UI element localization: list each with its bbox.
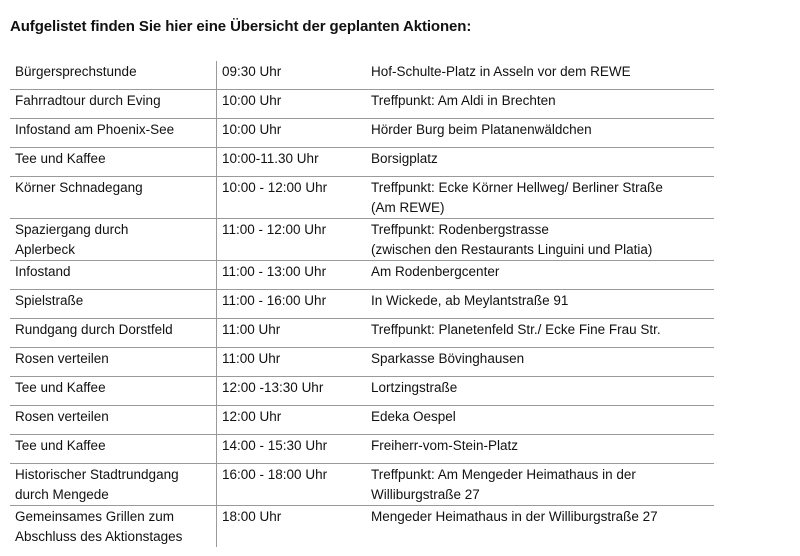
event-name-line: Tee und Kaffee — [15, 438, 106, 453]
schedule-heading: Aufgelistet finden Sie hier eine Übersicht der geplanten Aktionen: — [10, 18, 472, 35]
event-location-line: Mengeder Heimathaus in der Williburgstraße 27 — [371, 509, 658, 524]
event-time: 10:00 Uhr — [222, 122, 282, 137]
event-location-line: (Am REWE) — [371, 199, 445, 215]
event-name-line: Rundgang durch Dorstfeld — [15, 322, 173, 337]
event-name-line: Aplerbeck — [15, 241, 76, 257]
time-cell — [217, 119, 360, 148]
event-name-line: Abschluss des Aktionstages — [15, 528, 183, 544]
event-name-line: Rosen verteilen — [15, 409, 109, 424]
event-cell — [10, 90, 217, 119]
event-time: 10:00 Uhr — [222, 93, 282, 108]
event-location-line: Hof-Schulte-Platz in Asseln vor dem REWE — [371, 64, 631, 79]
schedule-table — [10, 61, 714, 547]
time-cell — [217, 290, 360, 319]
location-cell — [359, 177, 714, 219]
event-time: 18:00 Uhr — [222, 509, 282, 524]
event-cell — [10, 290, 217, 319]
table-row — [10, 177, 714, 219]
location-cell — [359, 61, 714, 90]
event-name-line: Tee und Kaffee — [15, 151, 106, 166]
event-time: 11:00 - 13:00 Uhr — [222, 264, 327, 279]
time-cell — [217, 90, 360, 119]
event-name-line: Bürgersprechstunde — [15, 64, 137, 79]
location-cell — [359, 348, 714, 377]
event-time: 14:00 - 15:30 Uhr — [222, 438, 328, 453]
event-name-line: Spaziergang durch — [15, 222, 129, 237]
event-name-line: Infostand am Phoenix-See — [15, 122, 175, 137]
time-cell — [217, 406, 360, 435]
table-row — [10, 377, 714, 406]
event-time: 10:00-11.30 Uhr — [222, 151, 319, 166]
event-cell — [10, 219, 217, 261]
event-time: 11:00 - 12:00 Uhr — [222, 222, 327, 237]
event-time: 09:30 Uhr — [222, 64, 282, 79]
event-cell — [10, 377, 217, 406]
table-row — [10, 290, 714, 319]
event-location-line: In Wickede, ab Meylantstraße 91 — [371, 293, 569, 308]
table-row — [10, 261, 714, 290]
table-row — [10, 506, 714, 548]
time-cell — [217, 61, 360, 90]
event-location-line: Treffpunkt: Ecke Körner Hellweg/ Berliner Straße — [371, 180, 663, 195]
time-cell — [217, 435, 360, 464]
event-cell — [10, 119, 217, 148]
table-row — [10, 90, 714, 119]
event-location-line: Edeka Oespel — [371, 409, 456, 424]
event-location-line: Williburgstraße 27 — [371, 486, 480, 502]
event-time: 11:00 Uhr — [222, 351, 281, 366]
event-location-line: Am Rodenbergcenter — [371, 264, 500, 279]
event-cell — [10, 148, 217, 177]
event-location-line: (zwischen den Restaurants Linguini und Platia) — [371, 241, 653, 257]
event-name-line: Fahrradtour durch Eving — [15, 93, 161, 108]
location-cell — [359, 148, 714, 177]
table-row — [10, 406, 714, 435]
time-cell — [217, 219, 360, 261]
table-row — [10, 119, 714, 148]
event-name-line: Spielstraße — [15, 293, 84, 308]
event-location-line: Freiherr-vom-Stein-Platz — [371, 438, 519, 453]
table-row — [10, 148, 714, 177]
event-cell — [10, 261, 217, 290]
event-cell — [10, 61, 217, 90]
table-row — [10, 348, 714, 377]
table-row — [10, 435, 714, 464]
location-cell — [359, 290, 714, 319]
event-time: 12:00 Uhr — [222, 409, 282, 424]
time-cell — [217, 464, 360, 506]
event-time: 12:00 -13:30 Uhr — [222, 380, 324, 395]
location-cell — [359, 506, 714, 548]
event-cell — [10, 464, 217, 506]
location-cell — [359, 435, 714, 464]
time-cell — [217, 319, 360, 348]
location-cell — [359, 406, 714, 435]
location-cell — [359, 219, 714, 261]
event-location-line: Treffpunkt: Planetenfeld Str./ Ecke Fine Frau Str. — [371, 322, 661, 337]
table-row — [10, 61, 714, 90]
event-cell — [10, 406, 217, 435]
time-cell — [217, 148, 360, 177]
event-name-line: Gemeinsames Grillen zum — [15, 509, 175, 524]
table-row — [10, 464, 714, 506]
table-row — [10, 219, 714, 261]
location-cell — [359, 119, 714, 148]
event-name-line: durch Mengede — [15, 486, 109, 502]
event-location-line: Borsigplatz — [371, 151, 438, 166]
event-cell — [10, 506, 217, 548]
event-cell — [10, 435, 217, 464]
location-cell — [359, 261, 714, 290]
event-name-line: Tee und Kaffee — [15, 380, 106, 395]
event-location-line: Hörder Burg beim Platanenwäldchen — [371, 122, 592, 137]
event-name-line: Historischer Stadtrundgang — [15, 467, 179, 482]
event-name-line: Körner Schnadegang — [15, 180, 143, 195]
time-cell — [217, 177, 360, 219]
event-name-line: Infostand — [15, 264, 71, 279]
event-time: 16:00 - 18:00 Uhr — [222, 467, 328, 482]
schedule-table-body — [10, 61, 714, 547]
event-time: 11:00 - 16:00 Uhr — [222, 293, 327, 308]
time-cell — [217, 377, 360, 406]
table-row — [10, 319, 714, 348]
time-cell — [217, 506, 360, 548]
event-cell — [10, 319, 217, 348]
location-cell — [359, 464, 714, 506]
event-name-line: Rosen verteilen — [15, 351, 109, 366]
time-cell — [217, 348, 360, 377]
location-cell — [359, 319, 714, 348]
event-location-line: Sparkasse Bövinghausen — [371, 351, 525, 366]
event-location-line: Treffpunkt: Am Aldi in Brechten — [371, 93, 556, 108]
event-location-line: Lortzingstraße — [371, 380, 458, 395]
location-cell — [359, 90, 714, 119]
time-cell — [217, 261, 360, 290]
location-cell — [359, 377, 714, 406]
event-time: 10:00 - 12:00 Uhr — [222, 180, 328, 195]
event-location-line: Treffpunkt: Rodenbergstrasse — [371, 222, 549, 237]
event-time: 11:00 Uhr — [222, 322, 281, 337]
event-cell — [10, 348, 217, 377]
event-location-line: Treffpunkt: Am Mengeder Heimathaus in der — [371, 467, 636, 482]
event-cell — [10, 177, 217, 219]
